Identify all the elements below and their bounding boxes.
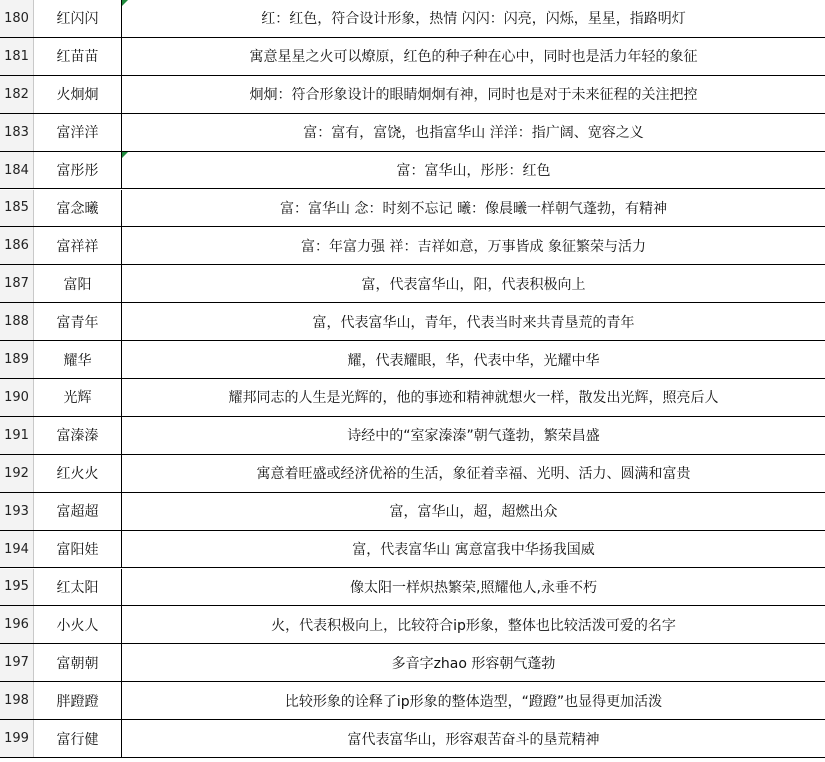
row-number[interactable]: 199 [0,720,34,757]
description-text: 寓意星星之火可以燎原，红色的种子种在心中，同时也是活力年轻的象征 [249,49,698,66]
table-row [0,606,825,644]
table-row [0,152,825,190]
description-cell[interactable] [122,303,825,340]
table-row [0,720,825,758]
name-cell[interactable]: 耀华 [34,341,122,378]
description-text: 耀邦同志的人生是光辉的，他的事迹和精神就想火一样，散发出光辉，照亮后人 [228,390,719,407]
table-row [0,303,825,341]
row-number[interactable]: 194 [0,531,34,568]
table-row [0,493,825,531]
row-number[interactable]: 184 [0,152,34,189]
row-number[interactable]: 192 [0,455,34,492]
name-cell[interactable]: 红苗苗 [34,38,122,75]
row-number[interactable]: 186 [0,227,34,264]
description-cell[interactable] [122,76,825,113]
name-cell[interactable]: 富朝朝 [34,644,122,681]
description-cell[interactable] [122,379,825,416]
row-number[interactable]: 190 [0,379,34,416]
description-cell[interactable] [122,455,825,492]
description-cell[interactable] [122,227,825,264]
description-cell[interactable] [122,417,825,454]
table-row [0,682,825,720]
row-number[interactable]: 196 [0,606,34,643]
table-row [0,417,825,455]
description-cell[interactable] [122,682,825,719]
description-cell[interactable] [122,493,825,530]
name-cell[interactable]: 富洋洋 [34,114,122,151]
row-number[interactable]: 195 [0,569,34,606]
description-cell[interactable] [122,0,825,37]
name-cell[interactable]: 富行健 [34,720,122,757]
description-cell[interactable] [122,38,825,75]
comment-indicator-icon [122,0,128,6]
name-cell[interactable]: 富祥祥 [34,227,122,264]
description-text: 寓意着旺盛或经济优裕的生活，象征着幸福、光明、活力、圆满和富贵 [256,466,691,483]
name-cell[interactable]: 红闪闪 [34,0,122,37]
name-cell[interactable]: 富阳娃 [34,531,122,568]
description-text: 多音字zhao 形容朝气蓬勃 [391,655,556,672]
table-row [0,644,825,682]
name-cell[interactable]: 富超超 [34,493,122,530]
row-number[interactable]: 197 [0,644,34,681]
name-cell[interactable]: 富阳 [34,265,122,302]
description-cell[interactable] [122,531,825,568]
table-row [0,265,825,303]
description-cell[interactable] [122,265,825,302]
row-number[interactable]: 180 [0,0,34,37]
table-row [0,379,825,417]
table-row [0,38,825,76]
row-number[interactable]: 191 [0,417,34,454]
description-cell[interactable] [122,341,825,378]
description-text: 富，代表富华山，青年，代表当时来共青垦荒的青年 [312,314,635,331]
row-number[interactable]: 188 [0,303,34,340]
table-row [0,190,825,228]
description-text: 火，代表积极向上，比较符合ip形象，整体也比较活泼可爱的名字 [271,617,676,634]
row-number[interactable]: 187 [0,265,34,302]
description-text: 红：红色，符合设计形象，热情 闪闪：闪亮，闪烁，星星，指路明灯 [261,11,686,28]
name-cell[interactable]: 光辉 [34,379,122,416]
name-cell[interactable]: 富溱溱 [34,417,122,454]
description-text: 富：富华山 念：时刻不忘记 曦：像晨曦一样朝气蓬勃，有精神 [280,200,667,217]
description-cell[interactable] [122,569,825,606]
description-cell[interactable] [122,644,825,681]
name-cell[interactable]: 火炯炯 [34,76,122,113]
name-cell[interactable]: 红太阳 [34,569,122,606]
description-text: 富，代表富华山，阳，代表积极向上 [361,276,586,293]
description-text: 像太阳一样炽热繁荣,照耀他人,永垂不朽 [350,579,597,596]
table-row [0,76,825,114]
row-number[interactable]: 182 [0,76,34,113]
table-row [0,455,825,493]
table-row [0,569,825,607]
table-row [0,531,825,569]
table-row [0,227,825,265]
row-number[interactable]: 183 [0,114,34,151]
description-cell[interactable] [122,720,825,757]
description-cell[interactable] [122,190,825,227]
name-cell[interactable]: 富青年 [34,303,122,340]
description-text: 富代表富华山，形容艰苦奋斗的垦荒精神 [347,731,600,748]
name-cell[interactable]: 富彤彤 [34,152,122,189]
description-cell[interactable] [122,114,825,151]
table-row [0,0,825,38]
table-row [0,341,825,379]
description-cell[interactable] [122,606,825,643]
name-cell[interactable]: 胖蹬蹬 [34,682,122,719]
name-cell[interactable]: 富念曦 [34,190,122,227]
name-cell[interactable]: 红火火 [34,455,122,492]
row-number[interactable]: 185 [0,190,34,227]
description-text: 富：富有，富饶，也指富华山 洋洋：指广阔、宽容之义 [303,125,644,142]
description-text: 富，代表富华山 寓意富我中华扬我国威 [352,542,595,559]
description-text: 富：富华山，彤彤：红色 [396,163,551,180]
table-row [0,114,825,152]
description-text: 比较形象的诠释了ip形象的整体造型，“蹬蹬”也显得更加活泼 [284,693,663,710]
row-number[interactable]: 198 [0,682,34,719]
description-text: 诗经中的“室家溱溱”朝气蓬勃，繁荣昌盛 [347,428,600,445]
description-text: 富：年富力强 祥：吉祥如意，万事皆成 象征繁荣与活力 [301,238,646,255]
row-number[interactable]: 193 [0,493,34,530]
description-text: 炯炯：符合形象设计的眼睛炯炯有神，同时也是对于未来征程的关注把控 [249,87,698,104]
row-number[interactable]: 181 [0,38,34,75]
description-text: 耀，代表耀眼，华，代表中华，光耀中华 [347,352,600,369]
description-text: 富，富华山，超，超燃出众 [389,504,558,521]
name-cell[interactable]: 小火人 [34,606,122,643]
comment-indicator-icon [122,152,128,158]
row-number[interactable]: 189 [0,341,34,378]
description-cell[interactable] [122,152,825,189]
